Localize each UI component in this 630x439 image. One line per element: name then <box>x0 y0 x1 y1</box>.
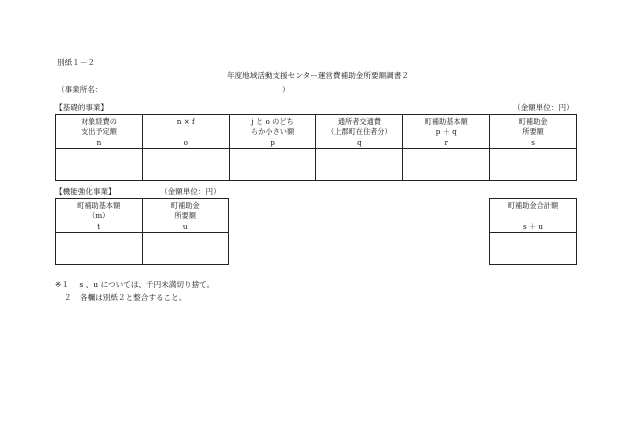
note-1-text: s 、u については、千円未満切り捨て。 <box>79 280 215 289</box>
basic-input-row <box>56 149 577 181</box>
document-title: 年度地域活動支援センター運営費補助金所要額調書２ <box>227 71 409 80</box>
col-s-header: 町補助金 所要額 s <box>490 115 577 149</box>
office-name-label: （事業所名： <box>57 85 103 94</box>
input-u[interactable] <box>142 233 229 265</box>
attachment-number: 別紙１－２ <box>57 58 95 67</box>
input-s[interactable] <box>490 149 577 181</box>
input-o[interactable] <box>142 149 229 181</box>
total-input-row <box>490 233 577 265</box>
basic-header-row <box>56 115 577 149</box>
basic-section-unit: （金額単位：円） <box>513 103 574 112</box>
enhance-section-heading: 【機能強化事業】 <box>55 187 116 196</box>
basic-table <box>55 114 577 181</box>
note-1-mark: ※１ <box>55 280 69 289</box>
col-r-header: 町補助基本額 p ＋ q r <box>403 115 490 149</box>
input-n[interactable] <box>56 149 143 181</box>
input-q[interactable] <box>316 149 403 181</box>
enhance-section-unit: （金額単位：円） <box>160 187 221 196</box>
col-t-header: 町補助基本額 （m） t <box>56 199 143 233</box>
input-p[interactable] <box>229 149 316 181</box>
basic-section-heading: 【基礎的事業】 <box>55 103 109 112</box>
input-r[interactable] <box>403 149 490 181</box>
col-p-header: j と o のどち らか小さい額 p <box>229 115 316 149</box>
enhance-header-row <box>56 199 229 233</box>
input-t[interactable] <box>56 233 143 265</box>
col-o-header: n × f o <box>142 115 229 149</box>
total-header: 町補助金合計額 s ＋ u <box>490 199 577 233</box>
note-1 <box>55 281 214 289</box>
total-table <box>489 198 577 265</box>
col-n-header: 対象経費の 支出予定額 n <box>56 115 143 149</box>
total-header-row <box>490 199 577 233</box>
col-u-header: 町補助金 所要額 u <box>142 199 229 233</box>
col-q-header: 通所者交通費 （上郡町在住者分） q <box>316 115 403 149</box>
enhance-input-row <box>56 233 229 265</box>
note-2 <box>64 294 186 302</box>
office-name-close: ） <box>282 85 290 94</box>
input-total[interactable] <box>490 233 577 265</box>
note-2-mark: ２ <box>64 293 72 302</box>
note-2-text: 各欄は別紙２と整合すること。 <box>80 293 187 302</box>
enhance-table <box>55 198 229 265</box>
